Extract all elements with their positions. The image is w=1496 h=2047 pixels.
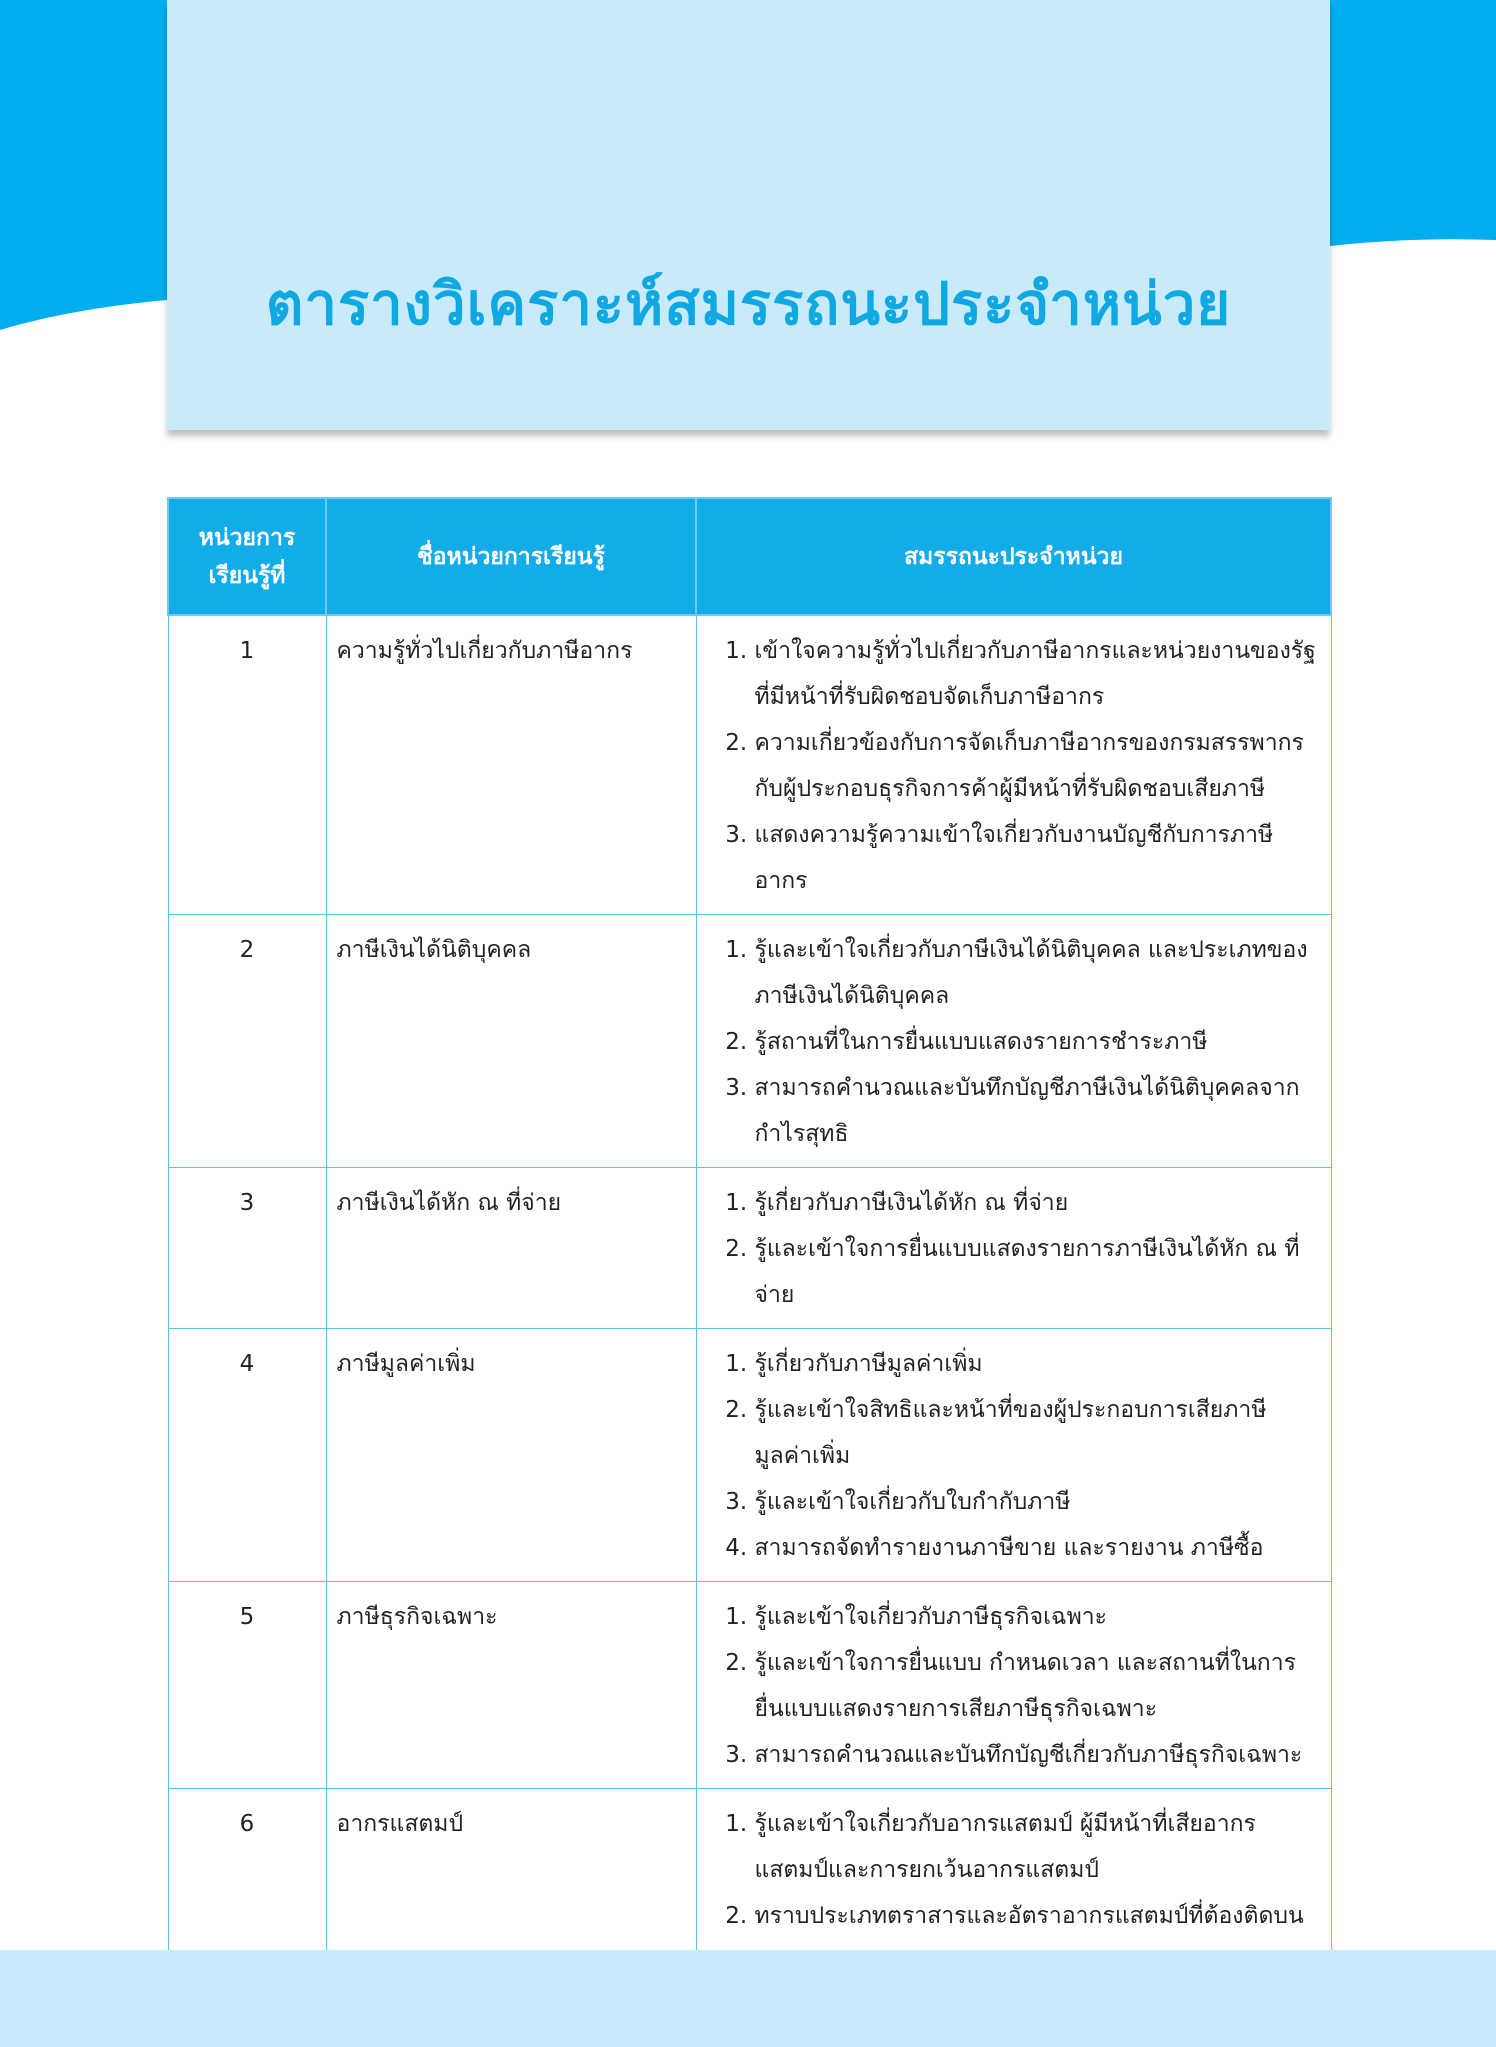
page-title: ตารางวิเคราะห์สมรรถนะประจำหน่วย bbox=[265, 270, 1232, 338]
competency-item: 3. สามารถคำนวณและบันทึกบัญชีภาษีเงินได้นิติบุคคลจากกำไรสุทธิ bbox=[755, 1065, 1321, 1157]
competency-item: 3. รู้และเข้าใจเกี่ยวกับใบกำกับภาษี bbox=[755, 1479, 1321, 1525]
unit-number: 2 bbox=[168, 915, 326, 1168]
unit-number: 3 bbox=[168, 1168, 326, 1329]
table-row bbox=[168, 1168, 1331, 1329]
unit-name: ภาษีเงินได้หัก ณ ที่จ่าย bbox=[326, 1168, 696, 1329]
competency-cell bbox=[696, 615, 1331, 915]
competency-item: 2. รู้และเข้าใจการยื่นแบบ กำหนดเวลา และสถานที่ในการยื่นแบบแสดงรายการเสียภาษีธุรกิจเฉพาะ bbox=[755, 1640, 1321, 1732]
header-competency: สมรรถนะประจำหน่วย bbox=[696, 498, 1331, 615]
competency-item: 2. รู้และเข้าใจการยื่นแบบแสดงรายการภาษีเงินได้หัก ณ ที่จ่าย bbox=[755, 1226, 1321, 1318]
competency-item: 2. ความเกี่ยวข้องกับการจัดเก็บภาษีอากรของกรมสรรพากรกับผู้ประกอบธุรกิจการค้าผู้มีหน้าที่รับผิดชอบเสียภาษี bbox=[755, 720, 1321, 812]
unit-number: 5 bbox=[168, 1582, 326, 1789]
footer-band bbox=[0, 1950, 1496, 2047]
competency-item: 1. รู้และเข้าใจเกี่ยวกับภาษีเงินได้นิติบุคคล และประเภทของภาษีเงินได้นิติบุคคล bbox=[755, 927, 1321, 1019]
competency-item: 1. รู้เกี่ยวกับภาษีมูลค่าเพิ่ม bbox=[755, 1341, 1321, 1387]
unit-name: ความรู้ทั่วไปเกี่ยวกับภาษีอากร bbox=[326, 615, 696, 915]
title-box bbox=[167, 0, 1330, 430]
competency-list bbox=[707, 927, 1321, 1157]
competency-item: 2. รู้และเข้าใจสิทธิและหน้าที่ของผู้ประกอบการเสียภาษีมูลค่าเพิ่ม bbox=[755, 1387, 1321, 1479]
competency-list bbox=[707, 1341, 1321, 1571]
competency-item: 3. สามารถคำนวณและบันทึกบัญชีเกี่ยวกับภาษีธุรกิจเฉพาะ bbox=[755, 1732, 1321, 1778]
unit-name: ภาษีธุรกิจเฉพาะ bbox=[326, 1582, 696, 1789]
unit-name: ภาษีเงินได้นิติบุคคล bbox=[326, 915, 696, 1168]
competency-list bbox=[707, 628, 1321, 904]
unit-number: 6 bbox=[168, 1789, 326, 1996]
competency-list bbox=[707, 1180, 1321, 1318]
table-row bbox=[168, 615, 1331, 915]
competency-item: 2. รู้สถานที่ในการยื่นแบบแสดงรายการชำระภาษี bbox=[755, 1019, 1321, 1065]
unit-number: 1 bbox=[168, 615, 326, 915]
table-header-row bbox=[168, 498, 1331, 615]
header-unit-no: หน่วยการเรียนรู้ที่ bbox=[168, 498, 326, 615]
unit-name: อากรแสตมป์ bbox=[326, 1789, 696, 1996]
competency-item: 1. รู้และเข้าใจเกี่ยวกับภาษีธุรกิจเฉพาะ bbox=[755, 1594, 1321, 1640]
competency-table bbox=[167, 497, 1332, 1996]
competency-cell bbox=[696, 1329, 1331, 1582]
table-row bbox=[168, 1329, 1331, 1582]
competency-item: 2. ทราบประเภทตราสารและอัตราอากรแสตมป์ที่ต้องติดบน bbox=[755, 1893, 1321, 1985]
competency-item: 1. รู้และเข้าใจเกี่ยวกับอากรแสตมป์ ผู้มีหน้าที่เสียอากรแสตมป์และการยกเว้นอากรแสตมป์ bbox=[755, 1801, 1321, 1893]
competency-list bbox=[707, 1594, 1321, 1778]
table-row bbox=[168, 1582, 1331, 1789]
unit-number: 4 bbox=[168, 1329, 326, 1582]
competency-item: 1. รู้เกี่ยวกับภาษีเงินได้หัก ณ ที่จ่าย bbox=[755, 1180, 1321, 1226]
competency-cell bbox=[696, 1168, 1331, 1329]
table-body bbox=[168, 615, 1331, 1996]
unit-name: ภาษีมูลค่าเพิ่ม bbox=[326, 1329, 696, 1582]
competency-cell bbox=[696, 915, 1331, 1168]
competency-item: 1. เข้าใจความรู้ทั่วไปเกี่ยวกับภาษีอากรและหน่วยงานของรัฐที่มีหน้าที่รับผิดชอบจัดเก็บภาษีอากร bbox=[755, 628, 1321, 720]
header-unit-name: ชื่อหน่วยการเรียนรู้ bbox=[326, 498, 696, 615]
competency-item: 3. แสดงความรู้ความเข้าใจเกี่ยวกับงานบัญชีกับการภาษีอากร bbox=[755, 812, 1321, 904]
competency-item: 4. สามารถจัดทำรายงานภาษีขาย และรายงาน ภาษีซื้อ bbox=[755, 1525, 1321, 1571]
competency-cell bbox=[696, 1582, 1331, 1789]
table-row bbox=[168, 915, 1331, 1168]
